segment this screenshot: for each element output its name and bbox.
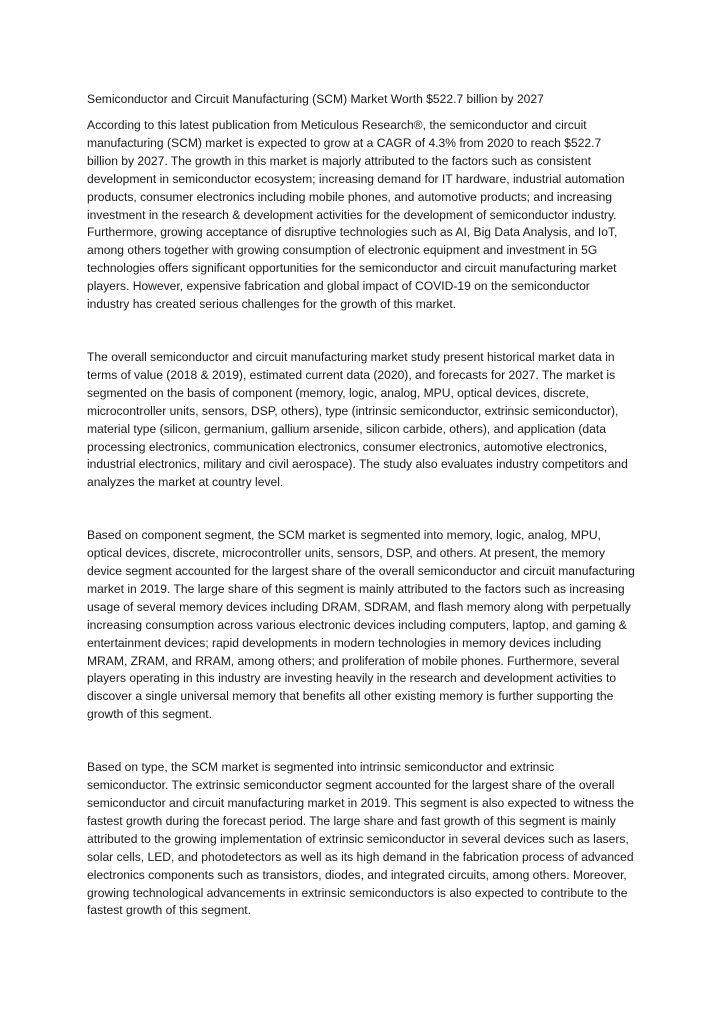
paragraph-intro: According to this latest publication from Meticulous Research®, the semiconductor and circuit manufacturing (SCM) market is expected to grow at a CAGR of 4.3% from 2020 to reach $522.7 billion by 2027. The growth in this market is majorly attributed to the factors such as consistent development in semiconductor ecosystem; increasing demand for IT hardware, industrial automation products, consumer electronics including mobile phones, and automotive products; and increasing investment in the research & development activities for the development of semiconductor industry. Furthermore, growing acceptance of disruptive technologies such as AI, Big Data Analysis, and IoT, among others together with growing consumption of electronic equipment and investment in 5G technologies offers significant opportunities for the semiconductor and circuit manufacturing market players. However, expensive fabrication and global impact of COVID-19 on the semiconductor industry has created serious challenges for the growth of this market. bbox=[87, 118, 625, 312]
document-page bbox=[87, 90, 635, 920]
document-title: Semiconductor and Circuit Manufacturing (SCM) Market Worth $522.7 billion by 2027 bbox=[87, 92, 544, 106]
paragraph-component-segment: Based on component segment, the SCM market is segmented into memory, logic, analog, MPU, optical devices, discrete, microcontroller units, sensors, DSP, and others. At present, the memory device segment accounted for the largest share of the overall semiconductor and circuit manufacturing market in 2019. The large share of this segment is mainly attributed to the factors such as increasing usage of several memory devices including DRAM, SDRAM, and flash memory along with perpetually increasing consumption across various electronic devices including computers, laptop, and gaming & entertainment devices; rapid developments in modern technologies in memory devices including MRAM, ZRAM, and RRAM, among others; and proliferation of mobile phones. Furthermore, several players operating in this industry are investing heavily in the research and development activities to discover a single universal memory that benefits all other existing memory is further supporting the growth of this segment. bbox=[87, 528, 635, 722]
paragraph-market-study: The overall semiconductor and circuit manufacturing market study present historical market data in terms of value (2018 & 2019), estimated current data (2020), and forecasts for 2027. The market is segmented on the basis of component (memory, logic, analog, MPU, optical devices, discrete, microcontroller units, sensors, DSP, others), type (intrinsic semiconductor, extrinsic semiconductor), material type (silicon, germanium, gallium arsenide, silicon carbide, others), and application (data processing electronics, communication electronics, consumer electronics, automotive electronics, industrial electronics, military and civil aerospace). The study also evaluates industry competitors and analyzes the market at country level. bbox=[87, 349, 628, 490]
paragraph-type-segment: Based on type, the SCM market is segmented into intrinsic semiconductor and extrinsic semiconductor. The extrinsic semiconductor segment accounted for the largest share of the overall semiconductor and circuit manufacturing market in 2019. This segment is also expected to witness the fastest growth during the forecast period. The large share and fast growth of this segment is mainly attributed to the growing implementation of extrinsic semiconductor in several devices such as lasers, solar cells, LED, and photodetectors as well as its high demand in the fabrication process of advanced electronics components such as transistors, diodes, and integrated circuits, among others. Moreover, growing technological advancements in extrinsic semiconductors is also expected to contribute to the fastest growth of this segment. bbox=[87, 760, 634, 918]
